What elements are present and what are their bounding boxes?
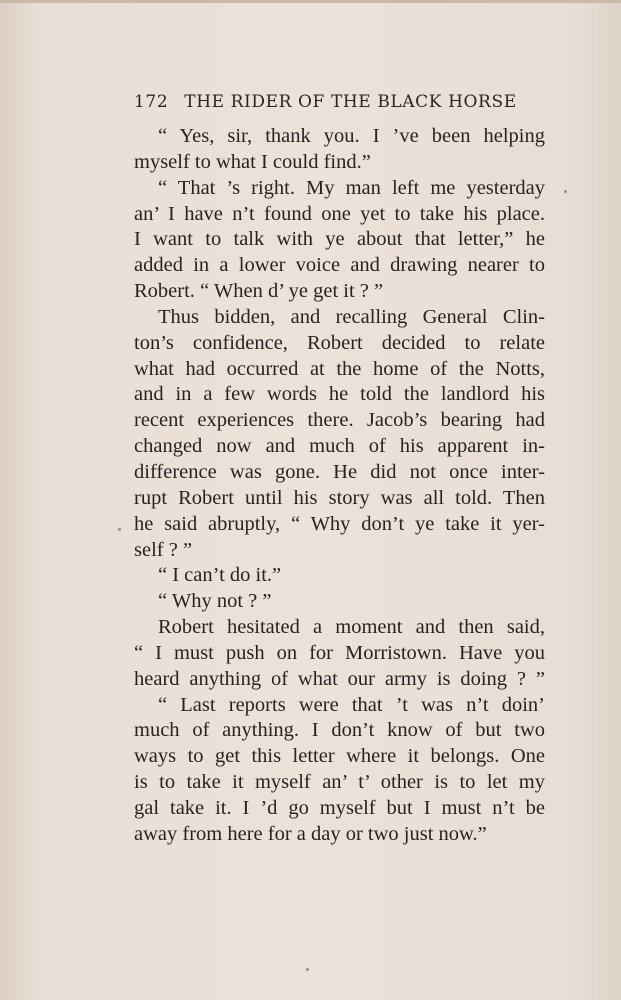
text-line: he said abruptly, “ Why don’t ye take it yer- <box>134 512 545 535</box>
text-line: recent experiences there. Jacob’s bearing had <box>134 409 545 432</box>
text-line: rupt Robert until his story was all told. Then <box>134 486 545 509</box>
text-line: myself to what I could find.” <box>134 150 371 173</box>
text-line: Robert. “ When d’ ye get it ? ” <box>134 280 384 303</box>
text-line: away from here for a day or two just now.” <box>134 822 487 845</box>
text-line: Robert hesitated a moment and then said, <box>158 616 545 639</box>
text-line: self ? ” <box>134 538 193 561</box>
paper-speck <box>118 528 121 531</box>
text-line: added in a lower voice and drawing nearer to <box>134 254 545 277</box>
text-line: changed now and much of his apparent in- <box>134 435 545 458</box>
text-line: “ I must push on for Morristown. Have you <box>134 641 545 664</box>
body-text <box>134 124 545 848</box>
text-line: an’ I have n’t found one yet to take his place. <box>134 202 545 225</box>
running-header <box>134 92 546 116</box>
running-title: THE RIDER OF THE BLACK HORSE <box>184 92 517 112</box>
text-line: difference was gone. He did not once inter- <box>134 460 545 483</box>
paper-speck <box>306 968 309 971</box>
text-line: “ I can’t do it.” <box>158 564 282 587</box>
text-line: ton’s confidence, Robert decided to relate <box>134 331 545 354</box>
text-line: “ Last reports were that ’t was n’t doin’ <box>158 693 545 716</box>
text-line: “ That ’s right. My man left me yesterday <box>158 176 545 199</box>
text-line: heard anything of what our army is doing ? ” <box>134 667 545 690</box>
text-line: Thus bidden, and recalling General Clin- <box>158 305 545 328</box>
text-line: much of anything. I don’t know of but two <box>134 719 545 742</box>
text-line: and in a few words he told the landlord his <box>134 383 545 406</box>
text-line: is to take it myself an’ t’ other is to let my <box>134 771 545 794</box>
text-line: I want to talk with ye about that letter,” he <box>134 228 545 251</box>
text-line: “ Why not ? ” <box>158 590 272 613</box>
page-top-edge <box>0 0 621 3</box>
page-number: 172 <box>134 92 169 112</box>
text-line: ways to get this letter where it belongs. One <box>134 745 545 768</box>
paper-speck <box>564 190 567 193</box>
text-line: “ Yes, sir, thank you. I ’ve been helping <box>158 125 545 147</box>
text-line: gal take it. I ’d go myself but I must n’t be <box>134 796 545 819</box>
text-line: what had occurred at the home of the Notts, <box>134 357 545 380</box>
